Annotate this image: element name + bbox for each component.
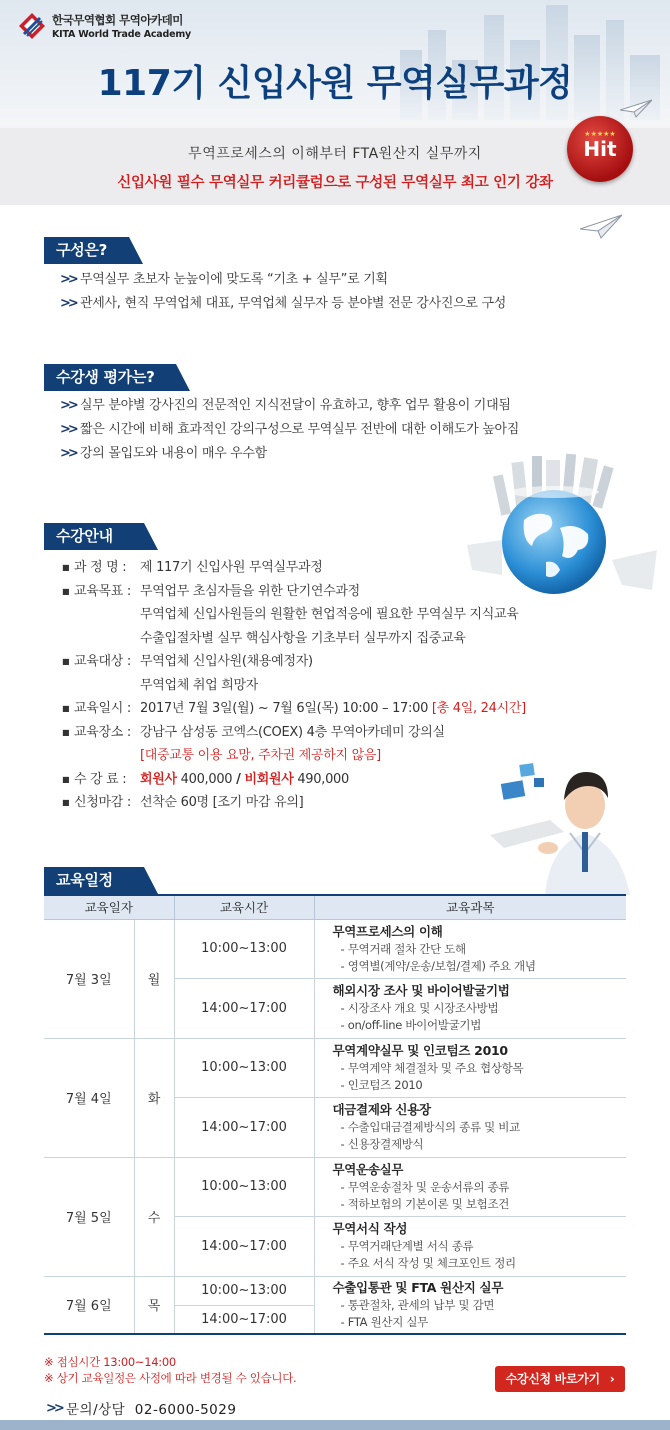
total-duration: [총 4일, 24시간] [431, 701, 526, 716]
list-item: >> 관세사, 현직 무역업체 대표, 무역업체 실무자 등 분야별 전문 강사진으로 구성 [60, 292, 506, 316]
info-row-date: ■ 교육일시 : 2017년 7월 3일(월) ~ 7월 6일(목) 10:00 – 17:00 [총 4일, 24시간] [62, 697, 602, 721]
kita-logo-icon [18, 12, 46, 40]
chevron-right-icon: › [609, 1372, 615, 1386]
info-row-fee: ■ 수 강 료 : 회원사 400,000 / 비회원사 490,000 [62, 768, 602, 792]
square-bullet-icon: ■ [62, 657, 70, 666]
table-header-row [44, 895, 626, 919]
change-note: ※ 상기 교육일정은 사정에 따라 변경될 수 있습니다. [44, 1371, 297, 1385]
square-bullet-icon: ■ [62, 774, 70, 784]
list-item: >> 강의 몰입도와 내용이 매우 우수함 [60, 442, 519, 466]
double-chevron-icon: >> [60, 272, 76, 287]
schedule-time: 10:00~13:00 [174, 1276, 314, 1305]
schedule-day: 목 [134, 1276, 174, 1334]
info-row-goal-cont: 무역업체 신입사원들의 원활한 현업적응에 필요한 무역실무 지식교육 [140, 607, 519, 622]
schedule-day: 월 [134, 919, 174, 1038]
section-header-guide: 수강안내 [44, 523, 144, 550]
schedule-time: 14:00~17:00 [174, 1097, 314, 1157]
page-title: 117기 신입사원 무역실무과정 [97, 63, 573, 104]
double-chevron-icon: >> [46, 1400, 62, 1416]
apply-button-label: 수강신청 바로가기 [505, 1372, 600, 1386]
section-header-evaluation: 수강생 평가는? [44, 364, 176, 391]
list-item: >> 짧은 시간에 비해 효과적인 강의구성으로 무역실무 전반에 대한 이해도가 높아짐 [60, 418, 519, 442]
logo-korean-text: 한국무역협회 무역아카데미 [52, 13, 183, 27]
header-banner [0, 0, 670, 205]
subtitle: 무역프로세스의 이해부터 FTA원산지 실무까지 [188, 146, 482, 162]
contact-info [46, 1398, 236, 1418]
info-row-goal-cont: 수출입절차별 실무 핵심사항을 기초부터 실무까지 집중교육 [140, 630, 466, 646]
info-row-goal: ■ 교육목표 : 무역업무 초심자들을 위한 단기연수과정 [62, 580, 602, 604]
paper-plane-icon [580, 213, 622, 239]
info-row-course: ■ 과 정 명 : 제 117기 신입사원 무역실무과정 [62, 556, 602, 580]
apply-button[interactable] [495, 1366, 625, 1392]
hit-badge-label: Hit [583, 137, 617, 161]
info-row-deadline: ■ 신청마감 : 선착순 60명 [조기 마감 유의] [62, 791, 602, 815]
lunch-note: ※ 점심시간 13:00~14:00 [44, 1355, 176, 1369]
evaluation-list [60, 394, 519, 466]
list-item: >> 무역실무 초보자 눈높이에 맞도록 “기초 + 실무”로 기획 [60, 268, 506, 292]
bottom-bar [0, 1420, 670, 1430]
table-row [44, 1038, 626, 1097]
schedule-date: 7월 6일 [44, 1276, 134, 1334]
schedule-time: 10:00~13:00 [174, 1157, 314, 1216]
schedule-day: 수 [134, 1157, 174, 1276]
schedule-date: 7월 3일 [44, 919, 134, 1038]
schedule-time: 10:00~13:00 [174, 1038, 314, 1097]
double-chevron-icon: >> [60, 296, 76, 311]
column-header-time: 교육시간 [174, 895, 314, 919]
section-header-schedule: 교육일정 [44, 867, 144, 894]
schedule-date: 7월 4일 [44, 1038, 134, 1157]
contact-text: 문의/상담 02-6000-5029 [66, 1402, 237, 1418]
schedule-course: 대금결제와 신용장 - 수출입대금결제방식의 종류 및 비교 - 신용장결제방식 [314, 1097, 626, 1157]
double-chevron-icon: >> [60, 446, 76, 461]
square-bullet-icon: ■ [62, 798, 70, 807]
section-header-composition: 구성은? [44, 237, 129, 264]
schedule-course: 해외시장 조사 및 바이어발굴기법 - 시장조사 개요 및 시장조사방법 - on/off-line 바이어발굴기법 [314, 978, 626, 1038]
schedule-course: 무역프로세스의 이해 - 무역거래 절차 간단 도해 - 영역별(계약/운송/보험/결제) 주요 개념 [314, 919, 626, 978]
table-row [44, 1276, 626, 1305]
square-bullet-icon: ■ [62, 586, 70, 596]
schedule-time: 14:00~17:00 [174, 1216, 314, 1276]
schedule-time: 14:00~17:00 [174, 1305, 314, 1334]
info-row-target: ■ 교육대상 : 무역업체 신입사원(채용예정자) [62, 650, 602, 674]
schedule-course: 무역서식 작성 - 무역거래단계별 서식 종류 - 주요 서식 작성 및 체크포인트 정리 [314, 1216, 626, 1276]
hit-stars: ★★★★★ [584, 130, 616, 138]
paper-plane-icon [620, 98, 652, 118]
businessman-tablet-illustration [490, 760, 640, 895]
table-row [44, 1157, 626, 1216]
schedule-course: 수출입통관 및 FTA 원산지 실무 - 통관절차, 관세의 납부 및 감면 - FTA 원산지 실무 [314, 1276, 626, 1334]
tagline: 신입사원 필수 무역실무 커리큘럼으로 구성된 무역실무 최고 인기 강좌 [117, 175, 553, 191]
double-chevron-icon: >> [60, 398, 76, 413]
column-header-course: 교육과목 [314, 895, 626, 919]
square-bullet-icon: ■ [62, 727, 70, 737]
schedule-time: 10:00~13:00 [174, 919, 314, 978]
composition-list [60, 268, 506, 316]
schedule-table [44, 894, 626, 1335]
table-row [44, 919, 626, 978]
schedule-time: 14:00~17:00 [174, 978, 314, 1038]
square-bullet-icon: ■ [62, 704, 70, 713]
schedule-notes [44, 1354, 296, 1386]
hit-badge [567, 116, 633, 182]
column-header-date: 교육일자 [44, 895, 174, 919]
square-bullet-icon: ■ [62, 563, 70, 572]
info-row-place-note: [대중교통 이용 요망, 주차권 제공하지 않음] [140, 748, 381, 763]
schedule-course: 무역운송실무 - 무역운송절차 및 운송서류의 종류 - 적하보험의 기본이론 및 보험조건 [314, 1157, 626, 1216]
list-item: >> 실무 분야별 강사진의 전문적인 지식전달이 유효하고, 향후 업무 활용이 기대됨 [60, 394, 519, 418]
schedule-date: 7월 5일 [44, 1157, 134, 1276]
schedule-course: 무역계약실무 및 인코텀즈 2010 - 무역계약 체결절차 및 주요 협상항목 - 인코텀즈 2010 [314, 1038, 626, 1097]
double-chevron-icon: >> [60, 422, 76, 437]
kita-logo[interactable] [18, 12, 191, 40]
info-row-target-cont: 무역업체 취업 희망자 [140, 677, 258, 693]
info-row-place: ■ 교육장소 : 강남구 삼성동 코엑스(COEX) 4층 무역아카데미 강의실 [62, 721, 602, 745]
logo-english-text: KITA World Trade Academy [52, 29, 192, 40]
schedule-day: 화 [134, 1038, 174, 1157]
